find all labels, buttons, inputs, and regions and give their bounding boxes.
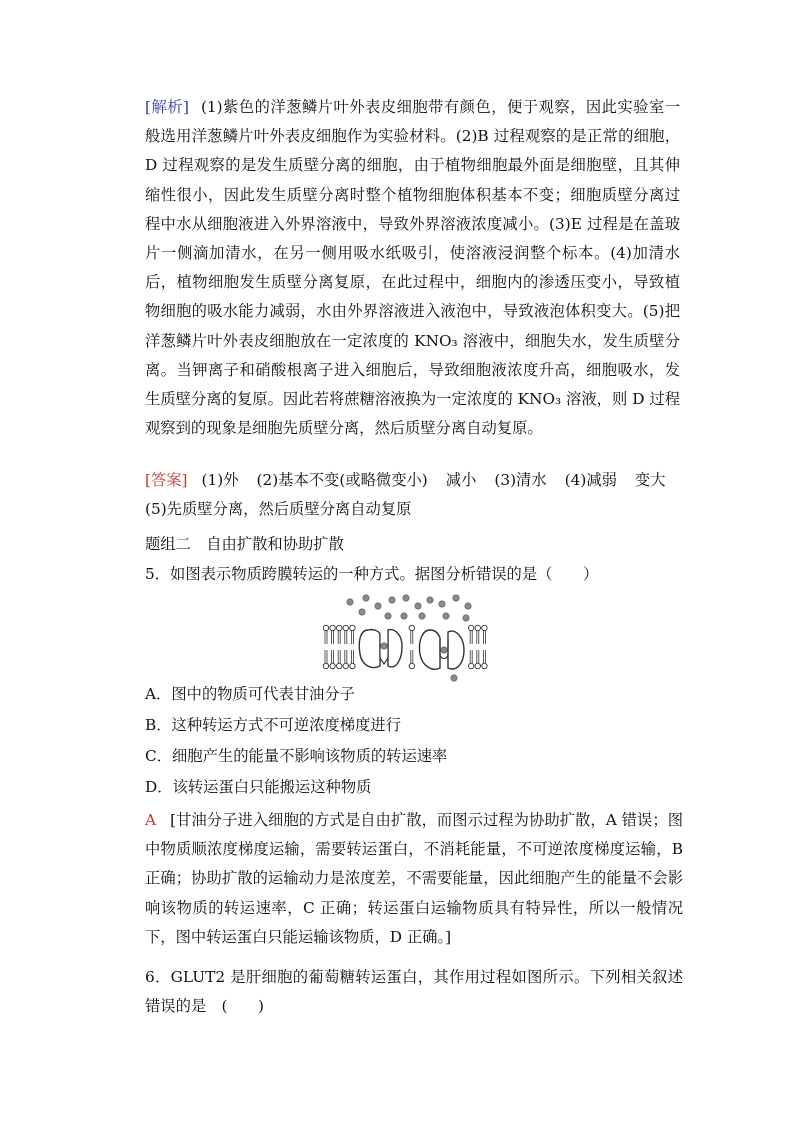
- solute-particle: [363, 595, 369, 601]
- answer-paragraph: [145, 466, 683, 524]
- lipid-head: [330, 625, 335, 630]
- lipid-head: [475, 663, 480, 668]
- answer-item-5: (4)减弱: [564, 471, 617, 489]
- solute-particle: [465, 603, 471, 609]
- lipid-head: [337, 625, 342, 630]
- solute-particle: [375, 603, 381, 609]
- q5-explanation-text: [甘油分子进入细胞的方式是自由扩散，而图示过程为协助扩散，A 错误；图中物质顺浓度梯度运输，需要转运蛋白，不消耗能量，不可逆浓度梯度运输，B 正确；协助扩散的运输动力是浓度差，不需要能量，因此细胞产生的能量不会影响该物质的转运速率，C 正确；转运蛋白运输物质具有特异性，所以一般情况下，图中转运蛋白只能运输该物质，D 正确。]: [145, 811, 683, 946]
- solute-particle: [347, 599, 353, 605]
- lipid-head: [337, 663, 342, 668]
- solute-particle: [415, 603, 421, 609]
- solute-particle: [443, 613, 449, 619]
- solute-particle: [403, 595, 409, 601]
- solute-particle: [389, 597, 395, 603]
- lipid-head: [343, 663, 348, 668]
- analysis-paragraph: [145, 93, 680, 443]
- answer-last-line: (5)先质壁分离，然后质壁分离自动复原: [145, 500, 412, 518]
- lipid-head: [350, 625, 355, 630]
- q5-option-a: A．图中的物质可代表甘油分子: [145, 685, 355, 703]
- lipid-head: [330, 663, 335, 668]
- solute-particle: [463, 615, 469, 621]
- q5-stem: 5．如图表示物质跨膜转运的一种方式。据图分析错误的是（ ）: [145, 565, 599, 583]
- solute-particle: [381, 643, 387, 649]
- analysis-text: (1)紫色的洋葱鳞片叶外表皮细胞带有颜色，便于观察，因此实验室一般选用洋葱鳞片叶外表皮细胞作为实验材料。(2)B 过程观察的是正常的细胞，D 过程观察的是发生质壁分离的细胞，由于植物细胞最外面是细胞壁，且其伸缩性很小，因此发生质壁分离时整个植物细胞体积基本不变；细胞质壁分离过程中水从细胞液进入外界溶液中，导致外界溶液浓度减小。(3)E 过程是在盖玻片一侧滴加清水，在另一侧用吸水纸吸引，使溶液浸润整个标本。(4)加清水后，植物细胞发生质壁分离复原，在此过程中，细胞内的渗透压变小，导致植物细胞的吸水能力减弱，水由外界溶液进入液泡中，导致液泡体积变大。(5)把洋葱鳞片叶外表皮细胞放在一定浓度的 KNO₃ 溶液中，细胞失水，发生质壁分离。当钾离子和硝酸根离子进入细胞后，导致细胞液浓度升高，细胞吸水，发生质壁分离的复原。因此若将蔗糖溶液换为一定浓度的 KNO₃ 溶液，则 D 过程观察到的现象是细胞先质壁分离，然后质壁分离自动复原。: [145, 98, 681, 438]
- lipid-head: [469, 663, 474, 668]
- answer-item-4: (3)清水: [494, 471, 547, 489]
- q6-stem: 6．GLUT2 是肝细胞的葡萄糖转运蛋白，其作用过程如图所示。下列相关叙述错误的是 ( ): [145, 968, 683, 1016]
- solute-particle: [419, 613, 425, 619]
- lipid-head: [323, 663, 328, 668]
- solute-particle: [453, 595, 459, 601]
- q5-option-b: B．这种转运方式不可逆浓度梯度进行: [145, 716, 401, 734]
- lipid-head: [350, 663, 355, 668]
- q5-answer-letter: A: [145, 811, 157, 829]
- analysis-tag: [解析]: [145, 98, 189, 116]
- lipid-head: [409, 663, 414, 668]
- solute-particle: [385, 613, 391, 619]
- lipid-head: [323, 625, 328, 630]
- q5-option-d: D．该转运蛋白只能搬运这种物质: [145, 778, 372, 796]
- lipid-head: [482, 663, 487, 668]
- solute-particle: [427, 597, 433, 603]
- answer-item-6: 变大: [634, 471, 666, 489]
- q5-option-c: C．细胞产生的能量不影响该物质的转运速率: [145, 747, 448, 765]
- answer-tag: [答案]: [145, 471, 188, 489]
- solute-particle: [401, 613, 407, 619]
- membrane-transport-figure: [322, 594, 494, 686]
- lipid-head: [469, 625, 474, 630]
- transport-protein-left: [359, 630, 402, 668]
- solute-particle: [439, 601, 445, 607]
- lipid-head: [343, 625, 348, 630]
- lipid-head: [475, 625, 480, 630]
- answer-item-2: (2)基本不变(或略微变小): [256, 471, 428, 489]
- q5-explanation: [145, 806, 683, 952]
- answer-item-1: (1)外: [201, 471, 239, 489]
- lipid-head: [409, 625, 414, 630]
- group-title: 题组二 自由扩散和协助扩散: [145, 535, 344, 553]
- solute-particle: [451, 675, 457, 681]
- answer-item-3: 减小: [445, 471, 477, 489]
- lipid-head: [482, 625, 487, 630]
- solute-particle: [441, 647, 447, 653]
- solute-particle: [359, 609, 365, 615]
